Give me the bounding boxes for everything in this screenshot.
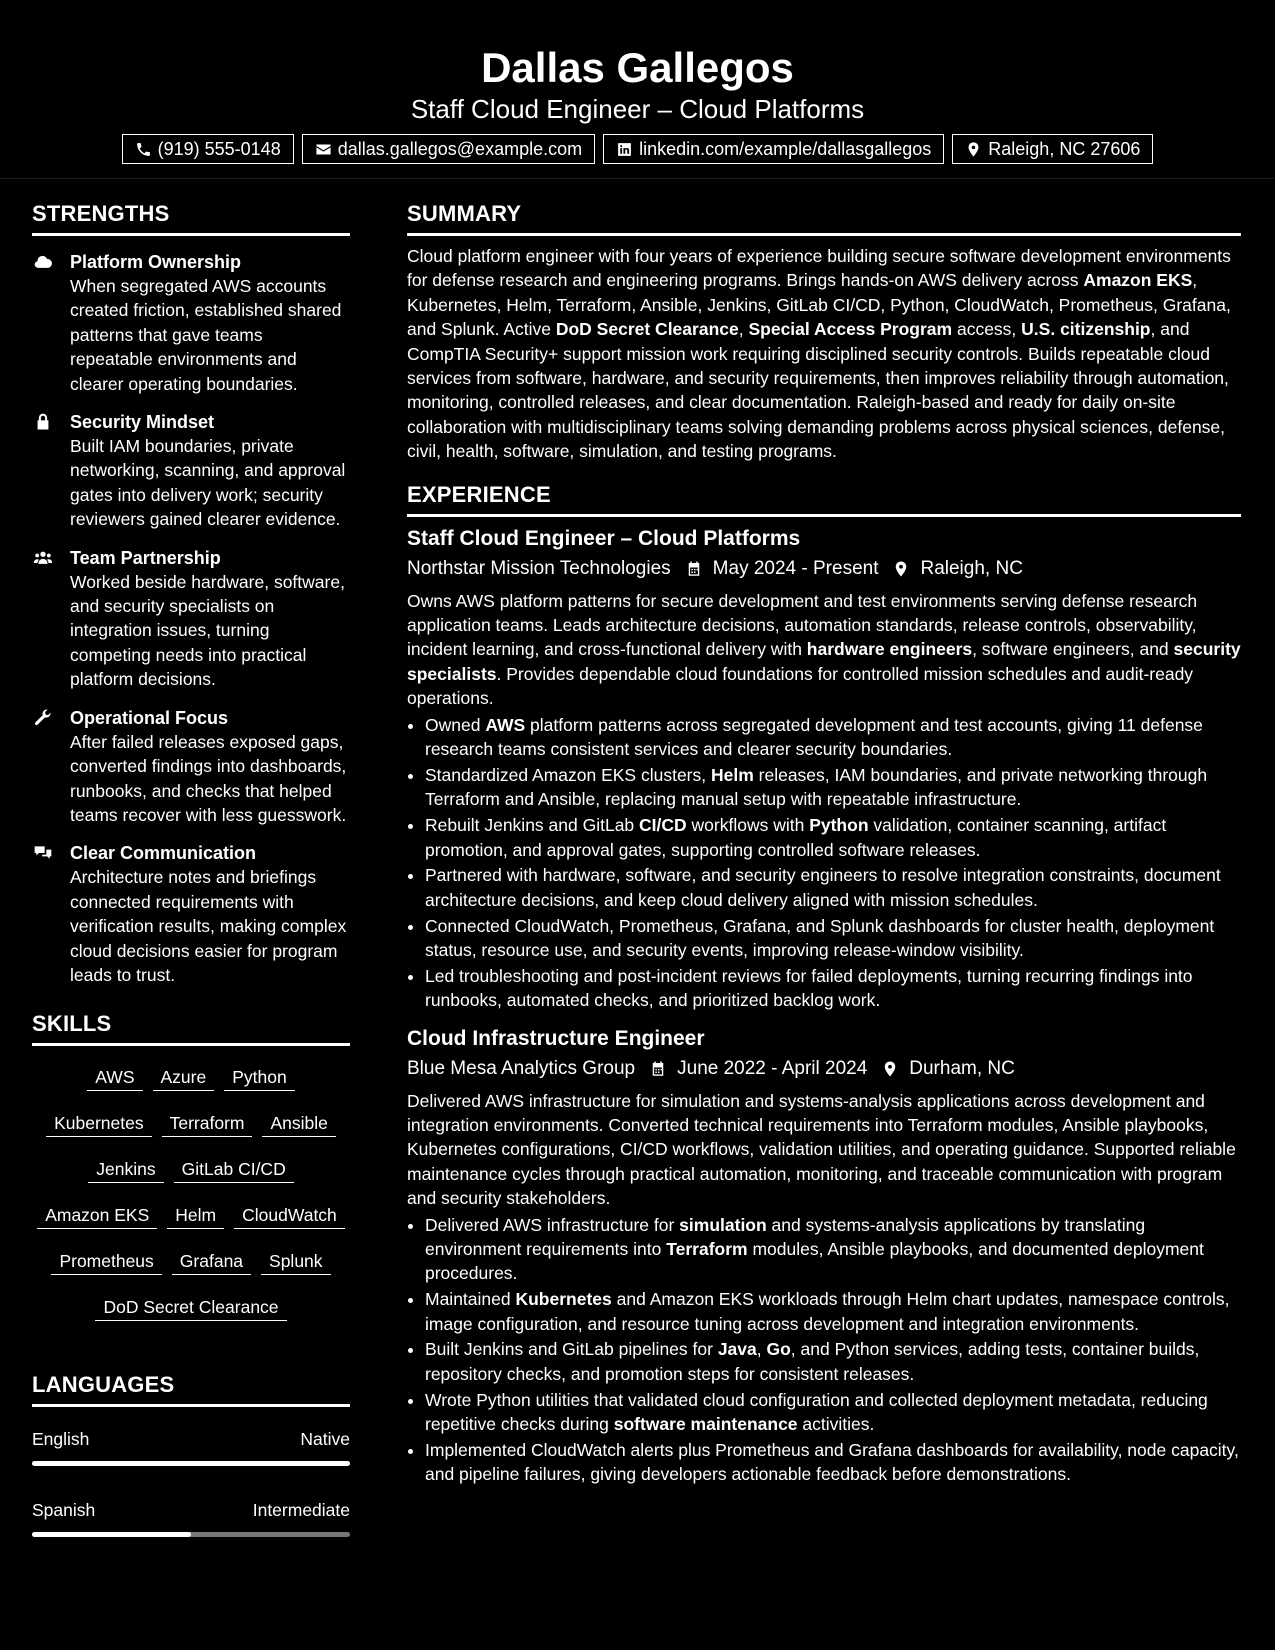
- skill-tag: Terraform: [162, 1106, 253, 1137]
- resume-header: [0, 0, 1275, 179]
- job-intro: [407, 589, 1241, 711]
- language-item: [32, 1498, 350, 1537]
- text-segment: , software engineers, and: [972, 639, 1174, 660]
- strength-desc: Built IAM boundaries, private networking, scanning, and approval gates into delivery work; security reviewers gained clearer evidence.: [70, 436, 346, 530]
- emphasis-text: software maintenance: [613, 1413, 798, 1434]
- skill-tag: DoD Secret Clearance: [95, 1290, 286, 1321]
- emphasis-text: hardware engineers: [806, 639, 973, 660]
- job-company: Northstar Mission Technologies: [407, 557, 671, 579]
- emphasis-text: simulation: [679, 1214, 767, 1235]
- skill-tag: Prometheus: [51, 1244, 161, 1275]
- map-pin-icon: [965, 141, 982, 158]
- text-segment: Built Jenkins and GitLab pipelines for: [425, 1339, 718, 1360]
- job-bullet: [425, 1287, 1241, 1336]
- summary-text: [407, 244, 1241, 464]
- strengths-heading: STRENGTHS: [32, 201, 350, 236]
- strength-title: Operational Focus: [70, 707, 229, 728]
- contact-bar: [0, 134, 1275, 164]
- skills-list: [32, 1056, 350, 1332]
- job-title: Staff Cloud Engineer – Cloud Platforms: [407, 526, 801, 550]
- job-entry: [407, 1025, 1241, 1487]
- strength-body: [70, 250, 350, 396]
- experience-list: [407, 525, 1241, 1487]
- users-icon: [32, 548, 54, 568]
- job-location: Raleigh, NC: [920, 557, 1023, 579]
- text-segment: platform patterns across segregated development and test accounts, giving 11 defense research teams consistent services and clearer security boundaries.: [425, 714, 1203, 760]
- linkedin-icon: [616, 141, 633, 158]
- job-bullets: [407, 713, 1241, 1013]
- job-intro: [407, 1089, 1241, 1211]
- strength-icon-wrap: [32, 250, 70, 396]
- language-bar-fill: [32, 1461, 350, 1466]
- calendar-icon: [649, 1059, 667, 1079]
- map-pin-icon: [892, 559, 910, 579]
- job-company: Blue Mesa Analytics Group: [407, 1057, 636, 1079]
- emphasis-text: Terraform: [666, 1238, 748, 1259]
- emphasis-text: Special Access Program: [748, 319, 953, 340]
- strength-title: Clear Communication: [70, 843, 257, 864]
- text-segment: activities.: [797, 1413, 875, 1434]
- strengths-list: [32, 250, 350, 987]
- emphasis-text: Go: [766, 1339, 791, 1360]
- skill-tag: GitLab CI/CD: [174, 1152, 294, 1183]
- emphasis-text: DoD Secret Clearance: [555, 319, 739, 340]
- text-segment: Rebuilt Jenkins and GitLab: [425, 815, 640, 836]
- lock-icon: [32, 412, 54, 432]
- languages-list: [32, 1427, 350, 1537]
- summary-heading: SUMMARY: [407, 201, 1241, 236]
- strength-desc: After failed releases exposed gaps, converted findings into dashboards, runbooks, and checks that helped teams recover with less guesswork.: [70, 731, 347, 825]
- strength-item: [32, 841, 350, 987]
- language-bar: [32, 1532, 350, 1537]
- skill-tag: Helm: [167, 1198, 224, 1229]
- emphasis-text: CI/CD: [639, 815, 687, 836]
- job-meta: [407, 555, 1241, 583]
- text-segment: Maintained: [425, 1289, 516, 1310]
- strength-icon-wrap: [32, 841, 70, 987]
- skill-tag: CloudWatch: [234, 1198, 345, 1229]
- envelope-icon: [315, 141, 332, 158]
- text-segment: Connected CloudWatch, Prometheus, Grafana, and Splunk dashboards for cluster health, deployment status, resource use, and security events, improving release-window visibility.: [425, 915, 1215, 960]
- strength-body: [70, 841, 350, 987]
- job-bullet: [425, 964, 1241, 1013]
- job-location: Durham, NC: [909, 1057, 1015, 1079]
- job-bullet: [425, 813, 1241, 862]
- wrench-icon: [32, 708, 54, 728]
- contact-email[interactable]: [302, 134, 595, 164]
- skill-tag: Azure: [153, 1060, 215, 1091]
- language-level: Native: [300, 1429, 350, 1450]
- text-segment: . Provides dependable cloud foundations for controlled mission schedules and audit-ready operations.: [407, 663, 1194, 709]
- job-bullet: [425, 1438, 1241, 1487]
- job-bullet: [425, 863, 1241, 912]
- skill-tag: Amazon EKS: [37, 1198, 157, 1229]
- text-segment: Partnered with hardware, software, and security engineers to resolve integration constraints, document architecture decisions, and keep cloud delivery aligned with mission schedules.: [425, 865, 1221, 910]
- strength-body: [70, 706, 350, 828]
- language-name: Spanish: [32, 1500, 96, 1521]
- language-row: [32, 1498, 350, 1522]
- location-text: Raleigh, NC 27606: [988, 139, 1141, 159]
- contact-linkedin[interactable]: [603, 134, 944, 164]
- candidate-name: Dallas Gallegos: [481, 44, 794, 91]
- text-segment: Delivered AWS infrastructure for: [425, 1214, 680, 1235]
- job-bullet: [425, 1213, 1241, 1286]
- job-title: Cloud Infrastructure Engineer: [407, 1026, 705, 1050]
- phone-text: (919) 555-0148: [157, 139, 281, 159]
- language-name: English: [32, 1429, 90, 1450]
- text-segment: , and CompTIA Security+ support mission work requiring disciplined security controls. Builds repeatable cloud services from software, hardware, and security requirements, then improves reliability through automation, monitoring, controlled releases, and clear documentation. Raleigh-based and ready for daily on-site collaboration with multidisciplinary teams solving demanding problems across physical sciences, defense, civil, health, software, simulation, and testing programs.: [407, 319, 1229, 462]
- job-dates: May 2024 - Present: [712, 557, 879, 579]
- language-bar-fill: [32, 1532, 191, 1537]
- language-bar: [32, 1461, 350, 1466]
- text-segment: Cloud platform engineer with four years of experience building secure software development environments for defense research and engineering programs. Brings hands-on AWS delivery across: [407, 246, 1231, 291]
- right-column: [407, 179, 1241, 1537]
- emphasis-text: Helm: [710, 764, 754, 785]
- strength-desc: Worked beside hardware, software, and security specialists on integration issues, turning competing needs into practical platform decisions.: [70, 571, 345, 690]
- skill-tag: Grafana: [172, 1244, 251, 1275]
- text-segment: Delivered AWS infrastructure for simulation and systems-analysis applications across development and integration environments. Converted technical requirements into Terraform modules, Ansible playbooks, Kubernetes configurations, CI/CD workflows, validation utilities, and operating guidance. Supported reliable maintenance cycles through practical automation, monitoring, and traceable communication with program and security stakeholders.: [407, 1090, 1236, 1209]
- candidate-title: Staff Cloud Engineer – Cloud Platforms: [410, 94, 865, 124]
- skill-tag: Python: [224, 1060, 294, 1091]
- text-segment: , and Python services, adding tests, container builds, repository checks, and promotion steps for consistent releases.: [425, 1339, 1200, 1384]
- text-segment: releases, IAM boundaries, and private networking through Terraform and Ansible, replacing manual setup with repeatable infrastructure.: [425, 764, 1208, 810]
- job-entry: [407, 525, 1241, 1013]
- text-segment: and Amazon EKS workloads through Helm chart updates, namespace controls, image configuration, and resource tuning across development and integration environments.: [425, 1289, 1230, 1334]
- text-segment: Implemented CloudWatch alerts plus Prometheus and Grafana dashboards for availability, node capacity, and pipeline failures, giving developers actionable feedback before demonstrations.: [425, 1439, 1239, 1485]
- strength-icon-wrap: [32, 546, 70, 692]
- job-dates: June 2022 - April 2024: [677, 1057, 868, 1079]
- skill-tag: Jenkins: [88, 1152, 163, 1183]
- linkedin-text: linkedin.com/example/dallasgallegos: [639, 139, 932, 159]
- chat-icon: [32, 843, 54, 863]
- text-segment: workflows with: [686, 815, 810, 836]
- language-row: [32, 1427, 350, 1451]
- emphasis-text: U.S. citizenship: [1021, 319, 1151, 340]
- text-segment: , Kubernetes, Helm, Terraform, Ansible, Jenkins, GitLab CI/CD, Python, CloudWatch, Prometheus, Grafana, and Splunk. Active: [407, 270, 1231, 340]
- phone-icon: [135, 141, 152, 158]
- text-segment: validation, container scanning, artifact promotion, and approval gates, supporting controlled software releases.: [425, 815, 1167, 860]
- strength-desc: Architecture notes and briefings connected requirements with verification results, making complex cloud decisions easier for program leads to trust.: [70, 867, 347, 985]
- emphasis-text: Kubernetes: [515, 1289, 612, 1310]
- strength-desc: When segregated AWS accounts created friction, established shared patterns that gave teams repeatable environments and clearer operating boundaries.: [70, 276, 342, 394]
- skills-heading: SKILLS: [32, 1011, 350, 1046]
- cloud-icon: [32, 252, 54, 272]
- left-column: [32, 179, 350, 1537]
- languages-heading: LANGUAGES: [32, 1372, 350, 1407]
- skill-tag: Splunk: [261, 1244, 331, 1275]
- strength-body: [70, 410, 350, 532]
- text-segment: ,: [738, 319, 749, 340]
- emphasis-text: security specialists: [407, 639, 1241, 684]
- emphasis-text: Java: [717, 1339, 757, 1360]
- job-bullet: [425, 713, 1241, 762]
- strength-title: Platform Ownership: [70, 252, 242, 272]
- calendar-icon: [685, 559, 703, 579]
- language-level: Intermediate: [252, 1500, 350, 1521]
- text-segment: Standardized Amazon EKS clusters,: [425, 764, 711, 785]
- contact-location: [952, 134, 1153, 164]
- skill-tag: Kubernetes: [46, 1106, 152, 1137]
- text-segment: and systems-analysis applications by translating environment requirements into: [425, 1214, 1146, 1259]
- skill-tag: Ansible: [262, 1106, 335, 1137]
- job-bullet: [425, 1337, 1241, 1386]
- contact-phone[interactable]: [122, 134, 294, 164]
- text-segment: Owns AWS platform patterns for secure development and test environments serving defense research application teams. Leads architecture decisions, automation standards, release controls, observability, incident learning, and cross-functional delivery with: [407, 590, 1198, 660]
- emphasis-text: Python: [809, 815, 869, 836]
- email-text: dallas.gallegos@example.com: [337, 139, 583, 159]
- strength-body: [70, 546, 350, 692]
- strength-title: Security Mindset: [70, 412, 215, 433]
- experience-heading: EXPERIENCE: [407, 482, 1241, 517]
- job-meta: [407, 1055, 1241, 1083]
- text-segment: Wrote Python utilities that validated cloud configuration and collected deployment metadata, reducing repetitive checks during: [425, 1389, 1208, 1434]
- strength-title: Team Partnership: [70, 547, 221, 568]
- strength-icon-wrap: [32, 706, 70, 828]
- strength-item: [32, 410, 350, 532]
- emphasis-text: Amazon EKS: [1083, 270, 1193, 291]
- emphasis-text: AWS: [485, 714, 526, 735]
- strength-item: [32, 250, 350, 396]
- strength-icon-wrap: [32, 410, 70, 532]
- job-bullet: [425, 914, 1241, 963]
- job-bullet: [425, 1388, 1241, 1437]
- job-bullets: [407, 1213, 1241, 1487]
- text-segment: Owned: [425, 714, 486, 735]
- skill-tag: AWS: [87, 1060, 142, 1091]
- text-segment: Led troubleshooting and post-incident reviews for failed deployments, turning recurring findings into runbooks, automated checks, and prioritized backlog work.: [425, 965, 1193, 1011]
- strength-item: [32, 546, 350, 692]
- text-segment: ,: [756, 1339, 767, 1360]
- map-pin-icon: [881, 1059, 899, 1079]
- language-item: [32, 1427, 350, 1466]
- text-segment: modules, Ansible playbooks, and documented deployment procedures.: [425, 1238, 1204, 1284]
- text-segment: access,: [952, 319, 1022, 340]
- job-bullet: [425, 763, 1241, 812]
- strength-item: [32, 706, 350, 828]
